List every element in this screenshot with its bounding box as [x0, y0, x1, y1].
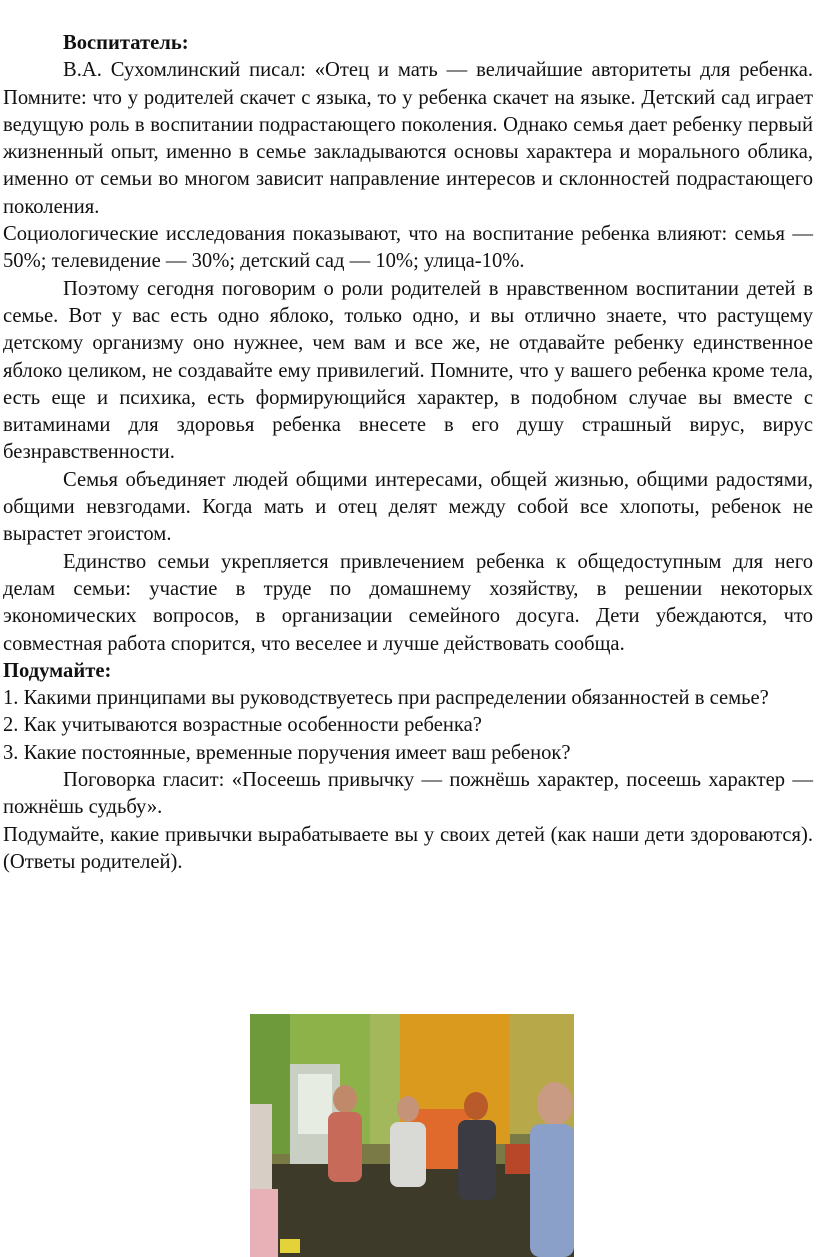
document-text [3, 30, 813, 876]
paragraph-sukhomlinsky-quote: В.А. Сухомлинский писал: «Отец и мать — величайшие авторитеты для ребенка. Помните: что у родителей скачет с языка, то у ребенка скачет на языке. Детский сад играет ведущую роль в воспитании подрастающего поколения. Однако семья дает ребенку первый жизненный опыт, именно в семье закладываются основы характера и морального облика, именно от семьи во многом зависит направление интересов и склонностей подрастающего поколения. [3, 59, 813, 218]
question-item: 3. Какие постоянные, временные поручения имеет ваш ребенок? [3, 741, 571, 764]
think-heading: Подумайте: [3, 659, 112, 682]
paragraph-family-unity: Семья объединяет людей общими интересами, общей жизнью, общими радостями, общими невзгодами. Когда мать и отец делят между собой все хлопоты, ребенок не вырастет эгоистом. [3, 468, 813, 546]
proverb-paragraph: Поговорка гласит: «Посеешь привычку — пожнёшь характер, посеешь характер — пожнёшь судьбу». [3, 769, 813, 819]
closing-paragraph: Подумайте, какие привычки вырабатываете вы у своих детей (как наши дети здороваются). (Ответы родителей). [3, 823, 813, 873]
speaker-heading: Воспитатель: [63, 32, 189, 54]
paragraph-sociology-stats: Социологические исследования показывают, что на воспитание ребенка влияют: семья — 50%; телевидение — 30%; детский сад — 10%; улица-10%. [3, 223, 813, 273]
paragraph-apple-example: Поэтому сегодня поговорим о роли родителей в нравственном воспитании детей в семье. Вот у вас есть одно яблоко, только одно, и вы отлично знаете, что растущему детскому организму оно нужнее, чем вам и все же, не отдавайте ребенку единственное яблоко целиком, не создавайте ему привилегий. Помните, что у вашего ребенка кроме тела, есть еще и психика, есть формирующийся характер, в подобном случае вы вместе с витаминами для здоровья ребенка внесете в его душу страшный вирус, вирус безнравственности. [3, 277, 813, 464]
group-photo [250, 1014, 574, 1257]
question-item: 2. Как учитываются возрастные особенности ребенка? [3, 714, 482, 737]
question-item: 1. Какими принципами вы руководствуетесь при распределении обязанностей в семье? [3, 687, 769, 710]
paragraph-family-tasks: Единство семьи укрепляется привлечением ребенка к общедоступным для него делам семьи: участие в труде по домашнему хозяйству, в решении некоторых экономических вопросов, в организации семейного досуга. Дети убеждаются, что совместная работа спорится, что веселее и лучше действовать сообща. [3, 550, 813, 655]
